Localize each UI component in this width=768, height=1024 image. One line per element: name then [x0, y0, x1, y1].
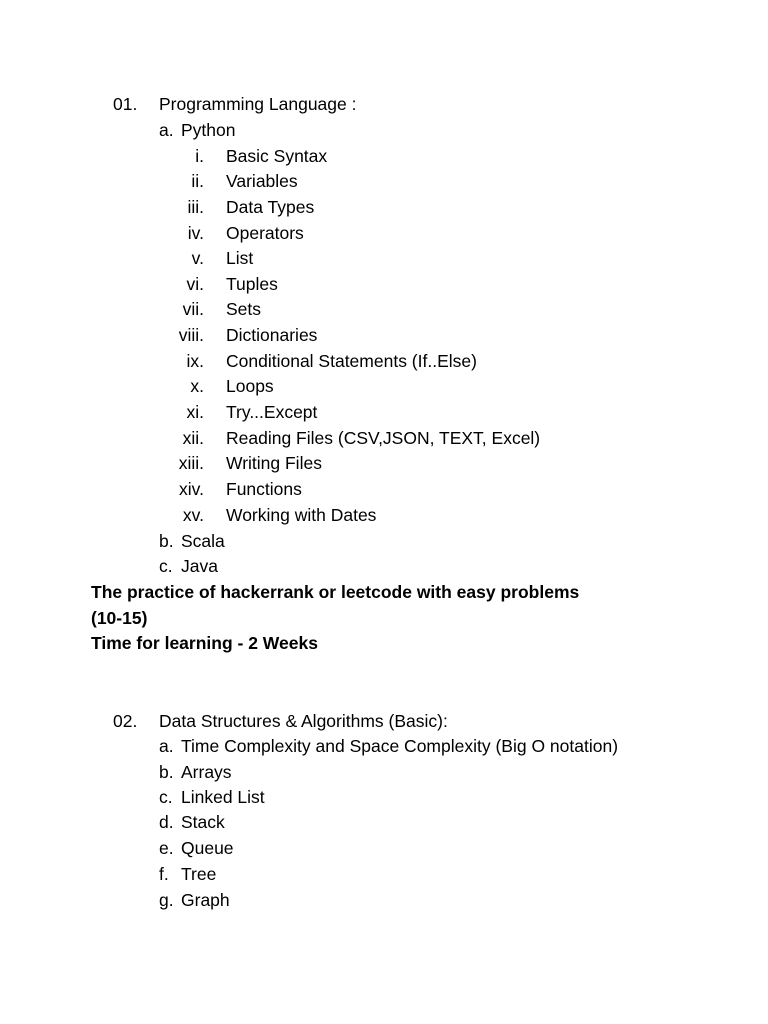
list-item-label: Arrays — [181, 762, 232, 782]
topic-marker: ix. — [186, 351, 204, 371]
learning-time: Time for learning - 2 Weeks — [91, 633, 318, 653]
topic-label: Try...Except — [226, 402, 318, 422]
list-item-label: Python — [181, 120, 236, 140]
list-item-marker: b. — [159, 762, 174, 782]
practice-count: (10-15) — [91, 608, 148, 628]
topic-marker: xii. — [182, 428, 204, 448]
list-item-marker: a. — [159, 736, 174, 756]
practice-note: The practice of hackerrank or leetcode with easy problems — [91, 582, 580, 602]
topic-label: Working with Dates — [226, 505, 377, 525]
list-item-label: Queue — [181, 838, 234, 858]
section-title: Programming Language : — [159, 94, 357, 114]
topic-label: Tuples — [226, 274, 278, 294]
list-item-marker: g. — [159, 890, 174, 910]
list-item-label: Time Complexity and Space Complexity (Big O notation) — [181, 736, 619, 756]
list-item-label: Stack — [181, 812, 225, 832]
list-item-marker: c. — [159, 556, 173, 576]
topic-label: Dictionaries — [226, 325, 318, 345]
topic-label: Writing Files — [226, 453, 322, 473]
topic-marker: vi. — [186, 274, 204, 294]
topic-marker: ii. — [191, 171, 204, 191]
list-item-label: Java — [181, 556, 218, 576]
list-item-label: Scala — [181, 531, 225, 551]
list-item-label: Tree — [181, 864, 217, 884]
topic-label: Data Types — [226, 197, 315, 217]
section-number: 01. — [113, 94, 138, 114]
topic-marker: vii. — [182, 299, 204, 319]
topic-marker: x. — [190, 376, 204, 396]
topic-label: Sets — [226, 299, 262, 319]
list-item-marker: c. — [159, 787, 173, 807]
topic-marker: xiii. — [178, 453, 204, 473]
list-item-marker: a. — [159, 120, 174, 140]
section-number: 02. — [113, 711, 138, 731]
list-item-marker: e. — [159, 838, 174, 858]
topic-marker: viii. — [178, 325, 204, 345]
topic-label: Basic Syntax — [226, 146, 328, 166]
section-title: Data Structures & Algorithms (Basic): — [159, 711, 448, 731]
topic-label: Operators — [226, 223, 304, 243]
topic-marker: xiv. — [179, 479, 204, 499]
list-item-label: Linked List — [181, 787, 265, 807]
topic-label: Functions — [226, 479, 302, 499]
topic-label: Variables — [226, 171, 298, 191]
list-item-label: Graph — [181, 890, 230, 910]
list-item-marker: b. — [159, 531, 174, 551]
topic-marker: i. — [195, 146, 204, 166]
topic-marker: iii. — [187, 197, 204, 217]
list-item-marker: f. — [159, 864, 169, 884]
list-item-marker: d. — [159, 812, 174, 832]
topic-label: Loops — [226, 376, 274, 396]
topic-marker: xi. — [186, 402, 204, 422]
topic-marker: v. — [191, 248, 204, 268]
topic-marker: xv. — [182, 505, 204, 525]
topic-label: List — [226, 248, 254, 268]
topic-label: Reading Files (CSV,JSON, TEXT, Excel) — [226, 428, 541, 448]
topic-label: Conditional Statements (If..Else) — [226, 351, 477, 371]
topic-marker: iv. — [187, 223, 204, 243]
